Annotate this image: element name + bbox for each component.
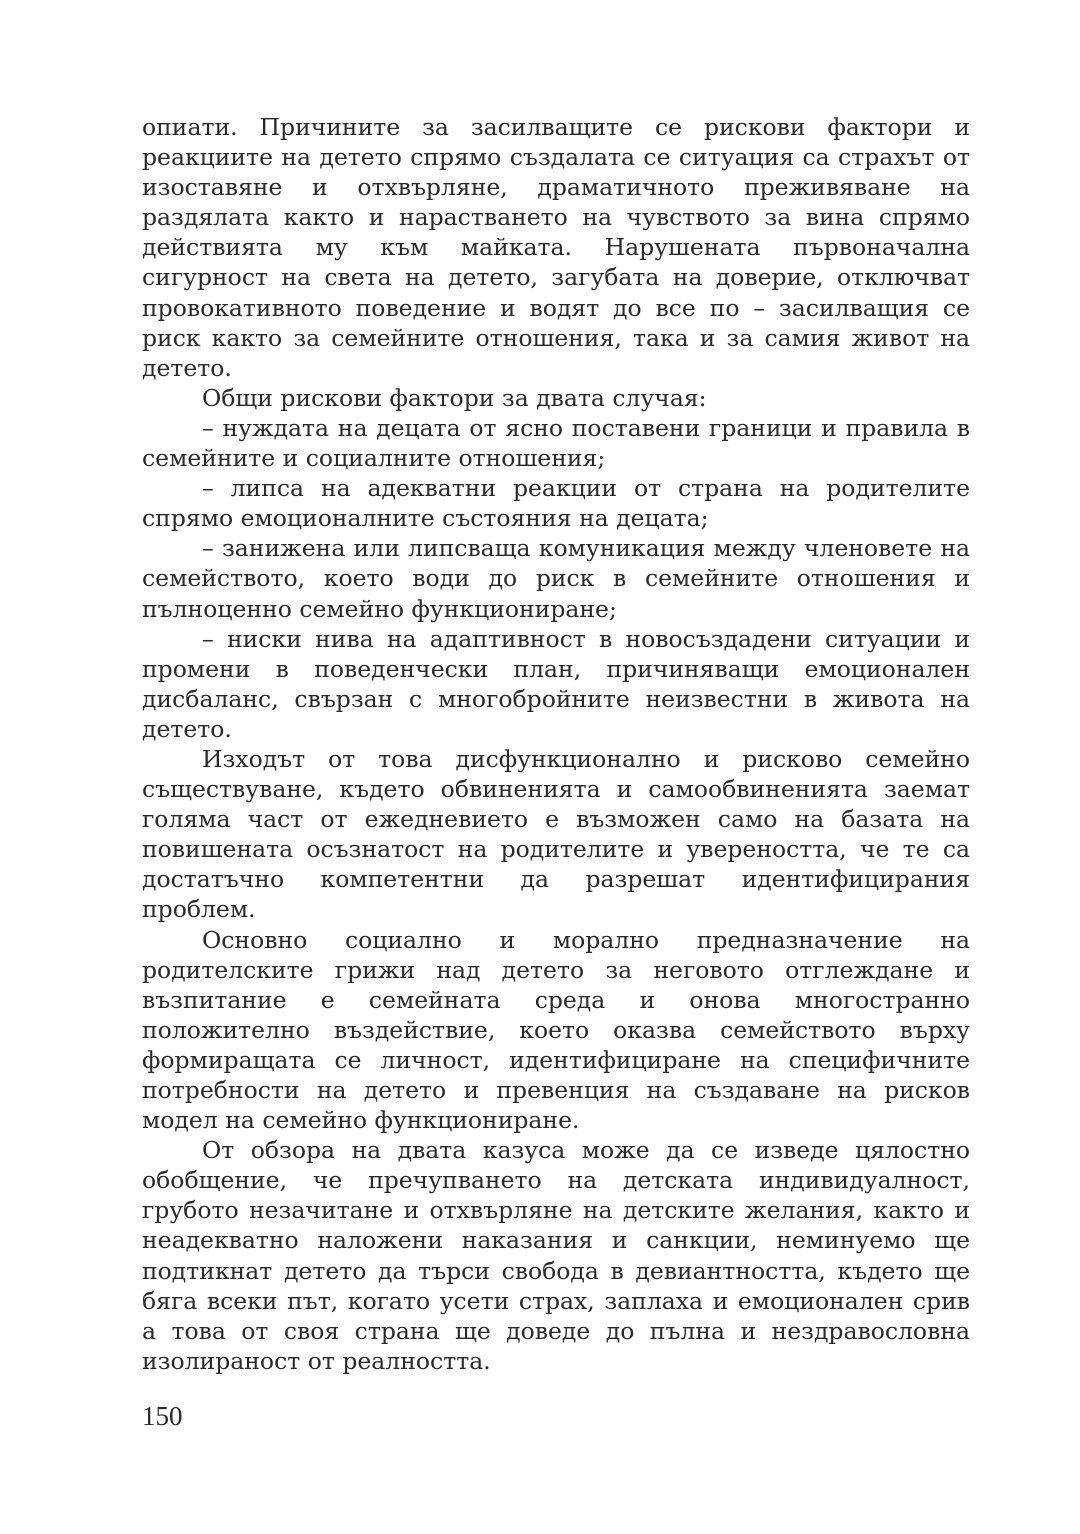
paragraph-risk-factors-intro: Общи рискови фактори за двата случая: <box>202 383 707 412</box>
list-item-boundaries: – нуждата на децата от ясно поставени граници и правила в семейните и социалните отношения; <box>142 413 970 473</box>
body-text <box>142 112 970 1376</box>
list-item-parent-reactions: – липса на адекватни реакции от страна на родителите спрямо емоционалните състояния на децата; <box>142 474 970 533</box>
paragraph-outcome: Изходът от това дисфункционално и рисково семейно съществуване, където обвиненията и самообвиненията заемат голяма част от ежедневието е възможен само на базата на повишената осъзнатост на родителите и увереността, че те са достатъчно компетентни да разрешат идентифицирания проблем. <box>142 744 970 924</box>
page-number: 150 <box>142 1401 183 1431</box>
paragraph-continuation: опиати. Причините за засилващите се рискови фактори и реакциите на детето спрямо създалата се ситуация са страхът от изоставяне и отхвърляне, драматичното преживяване на раздялата както и нарастването на чувството за вина спрямо действията му към майката. Нарушената първоначална сигурност на света на детето, загубата на доверие, отключват провокативното поведение и водят до все по – засилващия се риск както за семейните отношения, така и за самия живот на детето. <box>142 113 970 382</box>
paragraph-conclusion: От обзора на двата казуса може да се изведе цялостно обобщение, че пречупването на детската индивидуалност, грубото незачитане и отхвърляне на детските желания, както и неадекватно наложени наказания и санкции, неминуемо ще подтикнат детето да търси свобода в девиантността, където ще бяга всеки път, когато усети страх, заплаха и емоционален срив а това от своя страна ще доведе до пълна и нездравословна изолираност от реалността. <box>142 1136 970 1375</box>
list-item-communication: – занижена или липсваща комуникация между членовете на семейството, което води до риск в семейните отношения и пълноценно семейно функциониране; <box>142 534 970 623</box>
paragraph-parental-care: Основно социално и морално предназначение на родителските грижи над детето за неговото отглеждане и възпитание е семейната среда и онова многостранно положително въздействие, което оказва семейството върху формиращата се личност, идентифициране на специфичните потребности на детето и превенция на създаване на рисков модел на семейно функциониране. <box>142 925 970 1135</box>
list-item-adaptivity: – ниски нива на адаптивност в новосъздадени ситуации и промени в поведенчески план, причиняващи емоционален дисбаланс, свързан с многобройните неизвестни в живота на детето. <box>142 624 970 743</box>
